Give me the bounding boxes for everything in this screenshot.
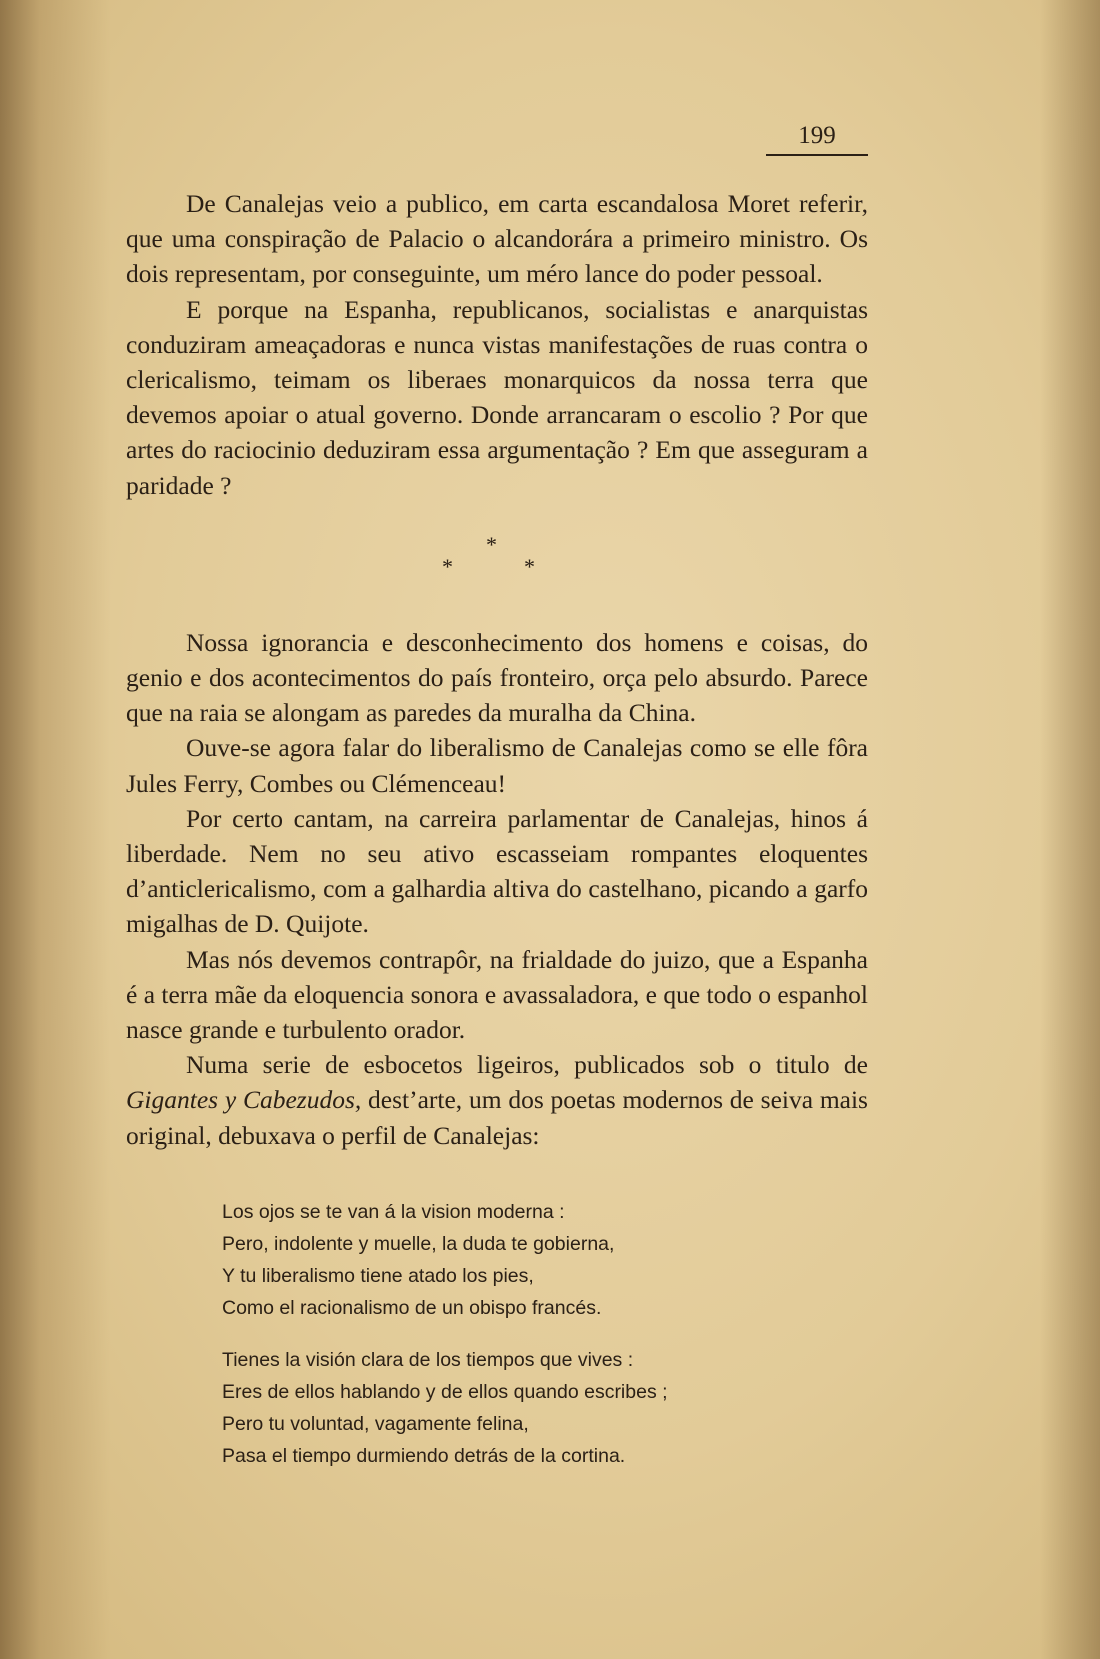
paragraph-7-start: Numa serie de esbocetos ligeiros, publicados sob o titulo de <box>186 1050 868 1080</box>
verse-line: Eres de ellos hablando y de ellos quando escribes ; <box>222 1381 668 1403</box>
book-title-italic: Gigantes y Cabezudos, <box>126 1085 362 1115</box>
paragraph-2: E porque na Espanha, republicanos, socialistas e anarquistas conduziram ameaçadoras e nunca vistas manifestações de ruas contra o clericalismo, teimam os liberaes monarquicos da nossa terra que devemos apoiar o atual governo. Donde arrancaram o escolio ? Por que artes do raciocinio deduziram essa argumentação ? Em que asseguram a paridade ? <box>126 294 868 500</box>
verse-line: Pasa el tiempo durmiendo detrás de la cortina. <box>222 1445 626 1467</box>
verse-line: Tienes la visión clara de los tiempos que vives : <box>222 1349 634 1371</box>
verse-line: Los ojos se te van á la vision moderna : <box>222 1201 565 1223</box>
paragraph-1: De Canalejas veio a publico, em carta escandalosa Moret referir, que uma conspiração de Palacio o alcandorára a primeiro ministro. Os dois representam, por conseguinte, um méro lance do poder pessoal. <box>126 189 868 289</box>
verse-line: Pero, indolente y muelle, la duda te gobierna, <box>222 1233 615 1255</box>
paragraph-7-end: dest’arte, um dos poetas modernos de seiva mais original, debuxava o perfil de Canalejas: <box>126 1085 868 1150</box>
verse-stanza-1 <box>222 1196 668 1324</box>
page-number: 199 <box>798 122 836 149</box>
asterisk-right: * <box>524 553 535 579</box>
verse-line: Y tu liberalismo tiene atado los pies, <box>222 1265 534 1287</box>
page-number-rule <box>766 122 868 156</box>
asterisk-top: * <box>486 531 497 557</box>
verse-line: Como el racionalismo de un obispo francés. <box>222 1297 602 1319</box>
verse-stanza-2 <box>222 1344 668 1472</box>
asterisk-left: * <box>442 553 453 579</box>
paragraph-4: Ouve-se agora falar do liberalismo de Canalejas como se elle fôra Jules Ferry, Combes ou Clémenceau! <box>126 733 868 798</box>
paragraph-6: Mas nós devemos contrapôr, na frialdade do juizo, que a Espanha é a terra mãe da eloquencia sonora e avassaladora, e que todo o espanhol nasce grande e turbulento orador. <box>126 944 869 1045</box>
asterism-divider <box>126 527 868 597</box>
verse-quotation <box>222 1196 668 1492</box>
paragraph-5: Por certo cantam, na carreira parlamentar de Canalejas, hinos á liberdade. Nem no seu ativo escasseiam rompantes eloquentes d’anticlericalismo, com a galhardia altiva do castelhano, picando a garfo migalhas de D. Quijote. <box>126 803 868 939</box>
paragraph-7 <box>126 1047 868 1153</box>
verse-line: Pero tu voluntad, vagamente felina, <box>222 1413 529 1435</box>
paragraph-3: Nossa ignorancia e desconhecimento dos homens e coisas, do genio e dos acontecimentos do país fronteiro, orça pelo absurdo. Parece que na raia se alongam as paredes da muralha da China. <box>126 627 868 728</box>
body-text <box>126 186 868 1153</box>
